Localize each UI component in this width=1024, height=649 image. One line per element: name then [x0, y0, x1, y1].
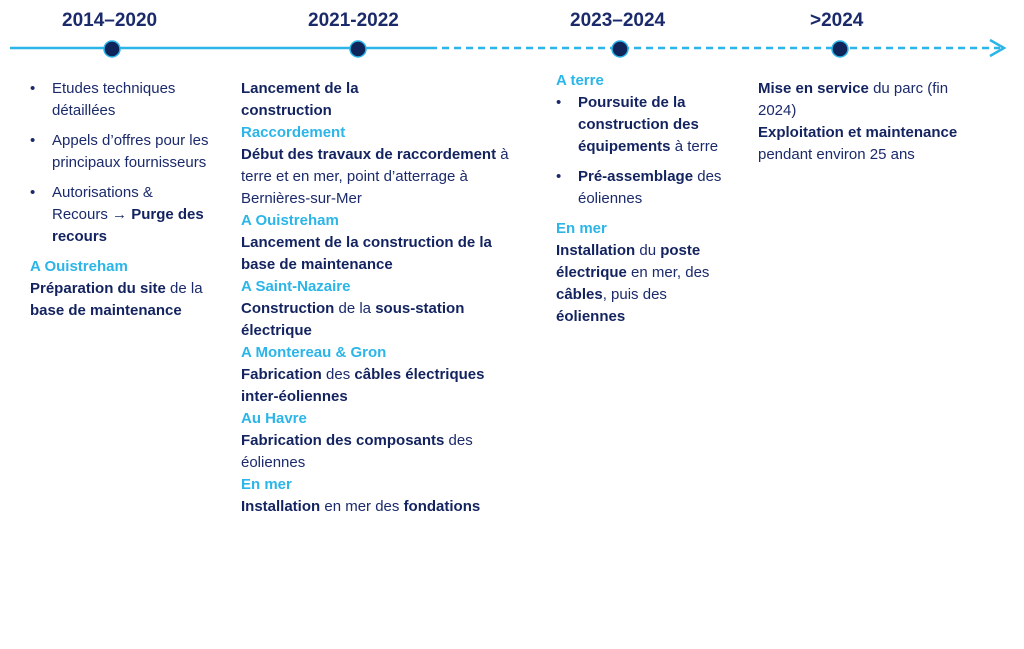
col3-bullet-list [556, 92, 728, 210]
year-label-2021-2022: 2021-2022 [308, 10, 399, 31]
year-label-2023-2024: 2023–2024 [570, 10, 666, 31]
col3-heading-en-mer: En mer [556, 220, 607, 237]
col3-bullet-preassembly: • Pré-assemblage des éoliennes [556, 166, 728, 210]
col2-cables: Fabrication des câbles électriques inter-éoliennes [241, 366, 485, 405]
col2-components: Fabrication des composants des éoliennes [241, 432, 473, 471]
col2-heading-saint-nazaire: A Saint-Nazaire [241, 278, 351, 295]
col2-heading-ouistreham: A Ouistreham [241, 212, 339, 229]
milestone-dot-2 [350, 41, 366, 57]
col1-bullet-studies: • Etudes techniques détaillées [30, 78, 210, 122]
col3-heading-a-terre: A terre [556, 72, 604, 89]
col4-operation: Exploitation et maintenance pendant environ 25 ans [758, 124, 958, 163]
col2-connection-works: Début des travaux de raccordement à terre et en mer, point d’atterrage à Bernières-sur-Mer [241, 146, 509, 207]
column-2014-2020 [30, 78, 210, 322]
col1-site-preparation: Préparation du site de la base de maintenance [30, 280, 203, 319]
col1-bullet-authorisations: • Autorisations & Recours → Purge des recours [30, 182, 210, 248]
col4-commissioning: Mise en service du parc (fin 2024) [758, 80, 949, 119]
col2-heading-havre: Au Havre [241, 410, 307, 427]
col2-foundations: Installation en mer des fondations [241, 498, 481, 515]
milestone-dot-3 [612, 41, 628, 57]
column-after-2024 [758, 78, 958, 166]
col3-installation: Installation du poste électrique en mer, des câbles, puis des éoliennes [556, 242, 710, 325]
col2-substation: Construction de la sous-station électrique [241, 300, 465, 339]
col2-heading-raccordement: Raccordement [241, 124, 346, 141]
col3-bullet-equipment: • Poursuite de la construction des équipements à terre [556, 92, 728, 158]
col1-heading-ouistreham: A Ouistreham [30, 258, 128, 275]
timeline [0, 0, 1024, 70]
col1-bullet-tenders: • Appels d’offres pour les principaux fournisseurs [30, 130, 210, 174]
milestone-dot-4 [832, 41, 848, 57]
year-label-after-2024: >2024 [810, 10, 864, 31]
col2-heading-en-mer: En mer [241, 476, 292, 493]
milestone-dot-1 [104, 41, 120, 57]
col2-heading-montereau-gron: A Montereau & Gron [241, 344, 387, 361]
column-2021-2022 [241, 78, 519, 518]
col1-bullet-list [30, 78, 210, 248]
col2-maintenance-base: Lancement de la construction de la base de maintenance [241, 234, 492, 273]
column-2023-2024 [556, 70, 728, 328]
col2-construction-launch: Lancement de la construction [241, 80, 359, 119]
year-label-2014-2020: 2014–2020 [62, 10, 158, 31]
